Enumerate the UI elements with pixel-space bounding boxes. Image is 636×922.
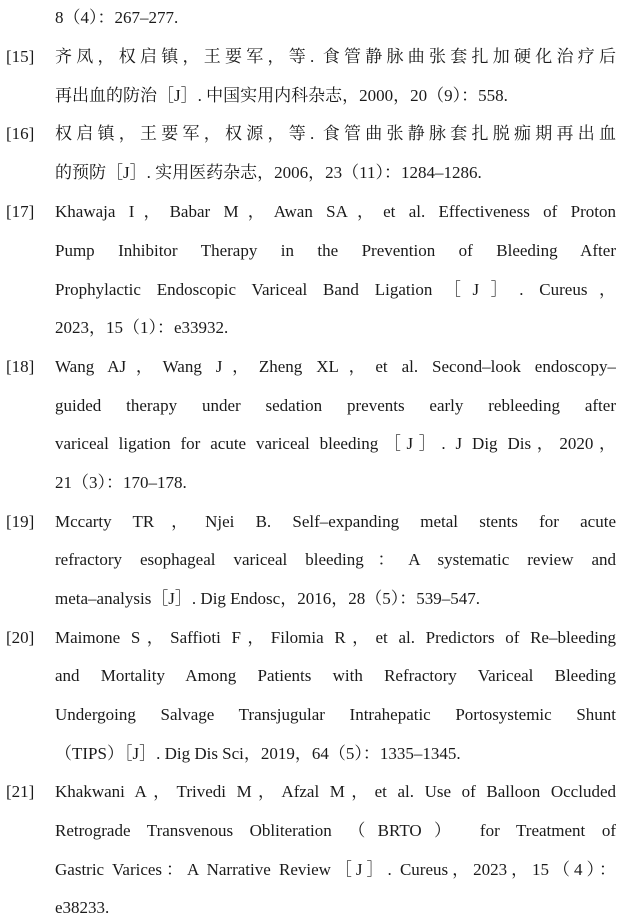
reference-line: Maimone S，Saffioti F，Filomia R，et al. Predictors of Re–bleeding	[55, 628, 616, 647]
reference-number: [20]	[6, 628, 35, 647]
reference-line: 21（3）：170–178.	[55, 473, 187, 492]
reference-line: refractory esophageal variceal bleeding：A systematic review and	[55, 550, 616, 569]
reference-line: 再出血的防治［J］. 中国实用内科杂志，2000，20（9）：558.	[55, 86, 508, 105]
reference-line: 齐凤，权启镇，王要军，等. 食管静脉曲张套扎加硬化治疗后	[55, 47, 616, 66]
reference-line: and Mortality Among Patients with Refractory Variceal Bleeding	[55, 666, 616, 685]
reference-number: [21]	[6, 782, 35, 801]
reference-number: [17]	[6, 202, 35, 221]
reference-line: 8（4）：267–277.	[55, 8, 179, 27]
reference-line: 权启镇，王要军，权源，等. 食管曲张静脉套扎脱痂期再出血	[55, 124, 616, 143]
reference-line: Gastric Varices：A Narrative Review［J］. Cureus，2023，15（4）：	[55, 860, 616, 879]
reference-line: 的预防［J］. 实用医药杂志，2006，23（11）：1284–1286.	[55, 163, 482, 182]
reference-line: variceal ligation for acute variceal bleeding［J］. J Dig Dis，2020，	[55, 434, 616, 453]
reference-line: meta–analysis［J］. Dig Endosc，2016，28（5）：539–547.	[55, 589, 480, 608]
reference-line: Pump Inhibitor Therapy in the Prevention of Bleeding After	[55, 241, 616, 260]
reference-number: [18]	[6, 357, 35, 376]
reference-line: Wang AJ，Wang J，Zheng XL，et al. Second–look endoscopy–	[55, 357, 616, 376]
reference-line: Retrograde Transvenous Obliteration （BRTO） for Treatment of	[55, 821, 616, 840]
reference-line: Undergoing Salvage Transjugular Intrahepatic Portosystemic Shunt	[55, 705, 616, 724]
reference-line: 2023，15（1）：e33932.	[55, 318, 229, 337]
reference-line: guided therapy under sedation prevents early rebleeding after	[55, 396, 616, 415]
reference-number: [15]	[6, 47, 35, 66]
reference-line: Khawaja I，Babar M，Awan SA，et al. Effectiveness of Proton	[55, 202, 616, 221]
reference-line: （TIPS）［J］. Dig Dis Sci，2019，64（5）：1335–1345.	[55, 744, 461, 763]
reference-line: e38233.	[55, 898, 110, 917]
reference-line: Mccarty TR，Njei B. Self–expanding metal stents for acute	[55, 512, 616, 531]
reference-number: [16]	[6, 124, 35, 143]
reference-line: Prophylactic Endoscopic Variceal Band Ligation［J］. Cureus，	[55, 280, 616, 299]
reference-number: [19]	[6, 512, 35, 531]
reference-line: Khakwani A，Trivedi M，Afzal M，et al. Use of Balloon Occluded	[55, 782, 616, 801]
